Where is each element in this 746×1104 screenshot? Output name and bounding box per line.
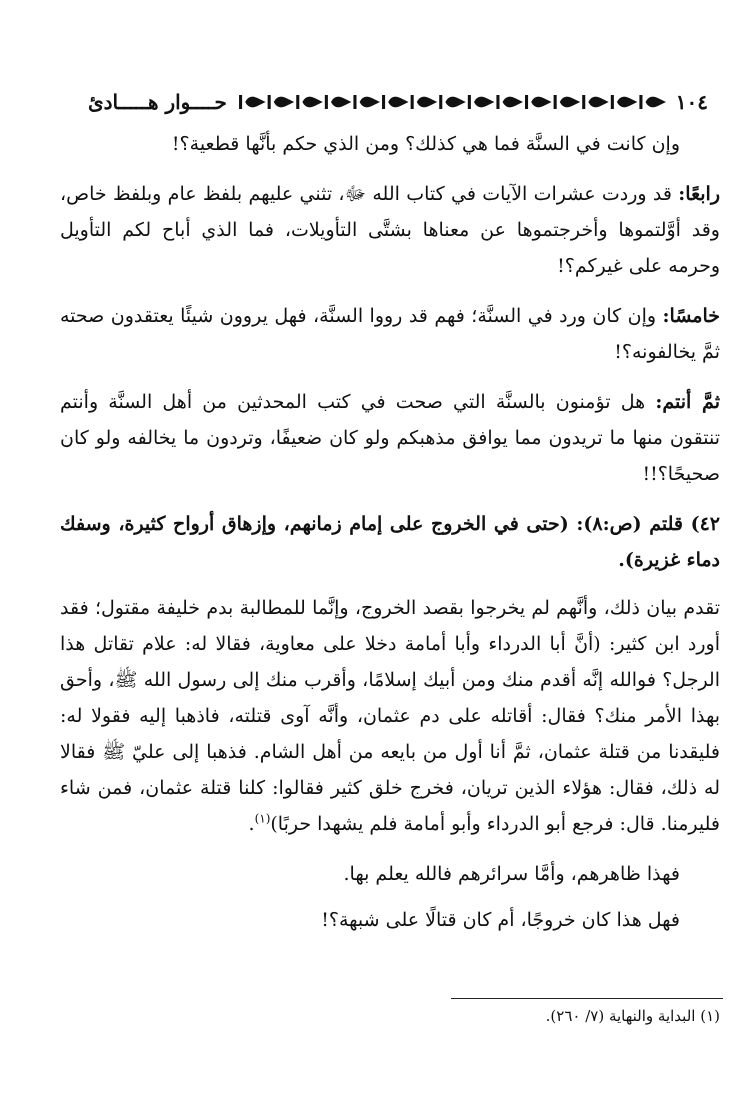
paragraph-2-lead: رابعًا:	[678, 183, 720, 205]
paragraph-3-lead: خامسًا:	[662, 305, 720, 327]
paragraph-6-end: .	[248, 813, 255, 835]
paragraph-6	[60, 590, 720, 842]
paragraph-4-lead: ثمَّ أنتم:	[655, 391, 720, 413]
paragraph-2-text: قد وردت عشرات الآيات في كتاب الله ﷻ، تثني عليهم بلفظ عام وبلفظ خاص، وقد أوَّلتموها وأخرجتموها عن معناها بشتَّى التأويلات، فما الذي أباح لكم التأويل وحرمه على غيركم؟!	[60, 183, 720, 277]
ornament-bar	[353, 95, 356, 109]
ornament-bar	[639, 95, 642, 109]
ornament-drop	[474, 97, 494, 108]
paragraph-1: وإن كانت في السنَّة فما هي كذلك؟ ومن الذي حكم بأنَّها قطعية؟!	[171, 133, 680, 155]
running-title: حــــوار هـــــادئ	[88, 90, 227, 114]
paragraph-8: فهل هذا كان خروجًا، أم كان قتالًا على شبهة؟!	[321, 909, 680, 931]
ornament-drop	[645, 97, 665, 108]
ornament-bar	[239, 95, 242, 109]
paragraph-4-text: هل تؤمنون بالسنَّة التي صحت في كتب المحدثين من أهل السنَّة وأنتم تنتقون منها ما تريدون مما يوافق مذهبكم ولو كان ضعيفًا، وتردون ما يخالفه ولو كان صحيحًا؟!!	[60, 391, 720, 485]
ornament-bar	[496, 95, 499, 109]
ornament-bar	[582, 95, 585, 109]
page-header	[88, 88, 708, 116]
ornament-drop	[445, 97, 465, 108]
footnote-divider	[451, 998, 723, 999]
ornament-bar	[296, 95, 299, 109]
ornament-bar	[611, 95, 614, 109]
ornament-drop	[302, 97, 322, 108]
ornament-drop	[502, 97, 522, 108]
header-ornament	[237, 91, 666, 113]
ornament-drop	[560, 97, 580, 108]
footnote: (١) البداية والنهاية (٧/ ٢٦٠).	[545, 1007, 720, 1025]
ornament-drop	[617, 97, 637, 108]
ornament-bar	[382, 95, 385, 109]
paragraph-6-text: تقدم بيان ذلك، وأنَّهم لم يخرجوا بقصد الخروج، وإنَّما للمطالبة بدم خليفة مقتول؛ فقد أورد ابن كثير:	[60, 597, 721, 655]
paragraph-3	[60, 298, 720, 370]
section-heading-42: ٤٢) قلتم (ص:٨): (حتى في الخروج على إمام زمانهم، وإزهاق أرواح كثيرة، وسفك دماء غزيرة).	[60, 513, 720, 571]
ornament-bar	[553, 95, 556, 109]
ornament-bar	[468, 95, 471, 109]
ornament-bar	[325, 95, 328, 109]
paragraph-2	[60, 176, 720, 284]
ornament-drop	[245, 97, 265, 108]
page-number: ١٠٤	[675, 90, 708, 114]
paragraph-4	[60, 384, 720, 492]
ornament-drop	[274, 97, 294, 108]
ornament-drop	[359, 97, 379, 108]
footnote-reference[interactable]: (١)	[254, 811, 271, 826]
ornament-bar	[267, 95, 270, 109]
ornament-bar	[410, 95, 413, 109]
ornament-bar	[525, 95, 528, 109]
ornament-drop	[388, 97, 408, 108]
paragraph-7: فهذا ظاهرهم، وأمَّا سرائرهم فالله يعلم بها.	[343, 863, 680, 885]
ornament-drop	[531, 97, 551, 108]
ornament-drop	[417, 97, 437, 108]
ornament-bar	[439, 95, 442, 109]
body-text	[60, 126, 720, 938]
ornament-drop	[588, 97, 608, 108]
paragraph-6-quote: (أنَّ أبا الدرداء وأبا أمامة دخلا على معاوية، فقالا له: علام تقاتل هذا الرجل؟ فوالله إنَّه أقدم منك ومن أبيك إسلامًا، وأقرب منك إلى رسول الله ﷺ، وأحق بهذا الأمر منك؟ فقال: أقاتله على دم عثمان، وأنَّه آوى قتلته، فاذهبا إليه فقولا له: فليقدنا من قتلة عثمان، ثمَّ أنا أول من بايعه من أهل الشام. فذهبا إلى عليّ ﷺ فقالا له ذلك، فقال: هؤلاء الذين تريان، فخرج خلق كثير فقالوا: كلنا قتلة عثمان، فمن شاء فليرمنا. قال: فرجع أبو الدرداء وأبو أمامة فلم يشهدا حربًا)	[60, 633, 720, 835]
paragraph-3-text: وإن كان ورد في السنَّة؛ فهم قد رووا السنَّة، فهل يروون شيئًا يعتقدون صحته ثمَّ يخالفونه؟!	[60, 305, 720, 363]
ornament-drop	[331, 97, 351, 108]
